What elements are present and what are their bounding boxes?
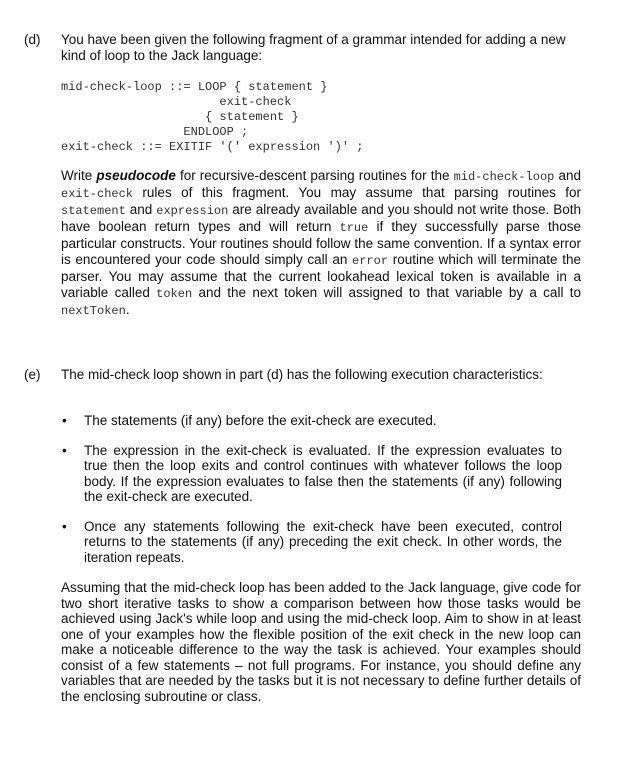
grammar-line-2: exit-check: [61, 95, 292, 109]
para-text: routine which will terminate the parser. You may assume that the current lookahead lexical token is available in a variable called: [61, 252, 581, 300]
para-text: and: [554, 168, 581, 183]
code-mid-check-loop: mid-check-loop: [453, 170, 555, 184]
para-text: if they successfully parse those particular constructs. Your routines should follow the same convention. If a syntax error is encountered your code should simply call an: [61, 219, 581, 267]
para-text: and the next token will assigned to that variable by a call to: [192, 285, 581, 300]
para-text: are already available and you should not write those. Both have boolean return types and will return: [61, 202, 581, 234]
para-text: .: [125, 302, 130, 317]
grammar-line-3: { statement }: [61, 110, 299, 124]
pseudocode-emphasis: pseudocode: [96, 168, 176, 183]
question-d-intro: You have been given the following fragment of a grammar intended for adding a new kind of loop to the Jack language:: [61, 32, 566, 63]
para-text: and: [125, 202, 157, 217]
question-e-label: (e): [24, 367, 41, 382]
question-e-closing: Assuming that the mid-check loop has been added to the Jack language, give code for two short iterative tasks to show a comparison between how those tasks would be achieved using Jack's while loop and using the mid-check loop. Aim to show in at least one of your examples how the flexible position of the exit check in the new loop can make a noticeable difference to the way the task is achieved. Your examples should consist of a few statements – not full programs. For instance, you should define any variables that are needed by the tasks but it is not necessary to define further details of the enclosing subroutine or class.: [61, 580, 581, 704]
code-error: error: [352, 254, 389, 268]
list-item: [62, 443, 562, 505]
para-text: rules of this fragment. You may assume that parsing routines for: [133, 185, 581, 200]
para-text: for recursive-descent parsing routines for the: [175, 168, 454, 183]
question-e-intro: The mid-check loop shown in part (d) has the following execution characteristics:: [61, 367, 543, 382]
code-statement: statement: [61, 204, 126, 218]
code-exit-check: exit-check: [61, 187, 134, 201]
list-item-text: The statements (if any) before the exit-check are executed.: [84, 413, 437, 428]
question-d-label: (d): [24, 32, 41, 47]
grammar-line-1: mid-check-loop ::= LOOP { statement }: [61, 80, 328, 94]
code-token: token: [156, 287, 193, 301]
para-text: Write: [61, 168, 97, 183]
grammar-line-4: ENDLOOP ;: [61, 125, 249, 139]
grammar-line-5: exit-check ::= EXITIF '(' expression ')' ;: [61, 140, 364, 154]
question-d-instructions: [61, 168, 581, 319]
code-nextToken: nextToken: [61, 304, 126, 318]
list-item-text: Once any statements following the exit-check have been executed, control returns to the statements (if any) preceding the exit check. In other words, the iteration repeats.: [84, 518, 562, 565]
bullet-icon: •: [62, 442, 67, 458]
grammar-fragment: [61, 80, 363, 155]
list-item: [62, 413, 562, 429]
code-expression: expression: [156, 204, 229, 218]
list-item-text: The expression in the exit-check is evaluated. If the expression evaluates to true then the loop exits and control continues with whatever follows the loop body. If the expression evaluates to false then the statements (if any) following the exit-check are executed.: [84, 442, 562, 504]
bullet-icon: •: [62, 518, 67, 534]
list-item: [62, 519, 562, 566]
bullet-icon: •: [62, 413, 67, 428]
code-true: true: [339, 221, 369, 235]
execution-characteristics-list: [62, 413, 562, 579]
